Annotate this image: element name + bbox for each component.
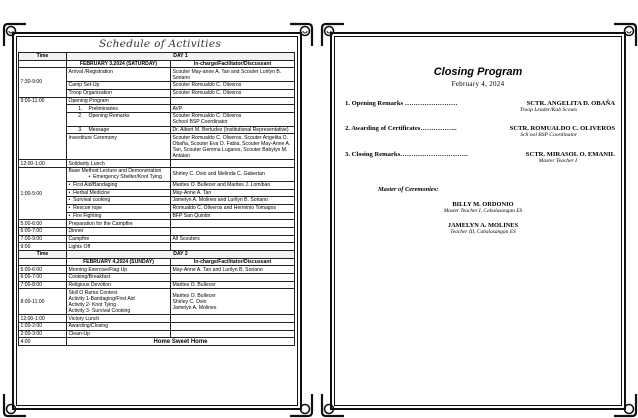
table-row <box>19 315 295 323</box>
table-row <box>19 220 295 228</box>
table-cell: Marites O. Bullecer and Marites J. Lomibao <box>171 181 295 189</box>
table-header-cell: Time <box>19 251 67 259</box>
table-cell: Morning Exercise/Flag Up <box>67 266 171 274</box>
table-cell <box>19 60 67 68</box>
program-item-role: Master Teacher I <box>538 158 577 164</box>
bullet-icon: • <box>68 197 74 204</box>
table-row <box>19 60 295 68</box>
decorative-border <box>330 32 626 410</box>
table-cell <box>67 204 171 212</box>
table-row <box>19 168 295 182</box>
table-cell: 5:00-6:00 <box>19 266 67 274</box>
activity-line: Activity 2- Knot Tying <box>68 301 116 308</box>
table-cell <box>67 181 171 189</box>
table-cell: Victory Lunch <box>67 315 171 323</box>
table-cell: 7:00-9:00 <box>19 235 67 243</box>
schedule-page <box>0 0 316 417</box>
closing-program-page <box>318 0 638 417</box>
table-cell: FEBRUARY 4,2024 (SUNDAY) <box>67 258 171 266</box>
table-cell <box>19 258 67 266</box>
corner-ornament-icon <box>612 392 638 418</box>
table-row <box>19 323 295 331</box>
table-cell: AVP <box>171 105 295 113</box>
person-role: School BSP Coordinator <box>172 119 228 126</box>
bullet-label: Survival cooking <box>73 197 111 204</box>
table-row <box>19 274 295 282</box>
program-item-speaker: SCTR. ANGELITA D. OBAÑA <box>526 100 615 107</box>
table-cell: Opening Program <box>67 97 171 105</box>
table-row <box>19 68 295 82</box>
table-cell: Scouter Romualdo C. Oliveros <box>171 89 295 97</box>
table-cell: 12:00-1:00 <box>19 315 67 323</box>
table-cell: May-Anne A. Tan and Lurilyn B. Soriano <box>171 266 295 274</box>
activity-line: Skill O Rama Contest <box>68 289 118 296</box>
table-cell: 9:00-11:00 <box>19 97 67 160</box>
table-cell <box>67 197 171 205</box>
table-cell <box>171 323 295 331</box>
table-cell <box>171 112 295 126</box>
table-cell <box>171 243 295 251</box>
bullet-icon: • <box>68 212 74 219</box>
master-of-ceremonies-label: Master of Ceremonies: <box>378 186 439 193</box>
table-cell: Jamelyn A. Molines and Lurilyn B. Soriano <box>171 197 295 205</box>
table-cell: Cooking/Breakfast <box>67 274 171 282</box>
corner-ornament-icon <box>2 22 28 48</box>
table-cell <box>67 126 171 134</box>
table-cell <box>171 330 295 338</box>
table-cell <box>171 227 295 235</box>
corner-ornament-icon <box>612 22 638 48</box>
table-cell <box>171 220 295 228</box>
item-label: Preliminaries <box>88 105 118 112</box>
table-row <box>19 160 295 168</box>
emcee-block <box>398 201 568 214</box>
table-cell: 4:00 <box>19 338 67 346</box>
table-cell: FEBRUARY 3,2024 (SATURDAY) <box>67 60 171 68</box>
table-cell <box>171 160 295 168</box>
emcee-block <box>398 222 568 235</box>
table-row <box>19 97 295 105</box>
table-cell: Arrival /Registration <box>67 68 171 82</box>
program-item <box>345 125 615 138</box>
emcee-name: BILLY M. ORDONIO <box>452 201 514 208</box>
table-cell: Romualdo C. Oliveros and Herminio Tomagos <box>171 204 295 212</box>
table-cell: Scouter Romualdo C. Oliveros, Scouter Angelita O. Obaña, Scouter Eva O. Fabia, Scouter May-Anne A. Tan, Scouter Gemma Lugares, Scouter Babylyn M. Antalan <box>171 134 295 160</box>
corner-ornament-icon <box>320 392 346 418</box>
table-cell: 2:00-3:00 <box>19 330 67 338</box>
table-row <box>19 235 295 243</box>
emcee-name: JAMELYN A. MOLINES <box>447 222 519 229</box>
table-row <box>19 289 295 315</box>
table-cell <box>67 168 171 182</box>
table-cell: Home Sweet Home <box>67 338 295 346</box>
bullet-icon: • <box>88 174 94 181</box>
table-cell: Scouter May-anne A. Tan and Scouter Lurilyn B. Soriano <box>171 68 295 82</box>
person-name: Scouter Romualdo C. Oliveros <box>172 113 242 120</box>
bullet-label: Emergency Shelter/Knot Tying <box>93 174 162 181</box>
table-header-cell: DAY 1 <box>67 53 295 61</box>
table-cell: 8:00-11:00 <box>19 289 67 315</box>
program-item <box>345 151 615 164</box>
table-cell <box>171 289 295 315</box>
table-cell: Awarding/Closing <box>67 323 171 331</box>
bullet-icon: • <box>68 182 74 189</box>
table-cell: 1:00-2:00 <box>19 323 67 331</box>
person-name: Shirley C. Osio <box>172 298 207 305</box>
item-number: 3. <box>78 126 83 133</box>
table-cell: Troop Organization <box>67 89 171 97</box>
program-item-role: Troop Leader/Kab Scouts <box>519 107 577 113</box>
schedule-table <box>18 52 295 346</box>
table-cell <box>67 105 171 113</box>
item-number: 1. <box>78 105 83 112</box>
table-cell: 6:00-7:00 <box>19 274 67 282</box>
table-header-row <box>19 53 295 61</box>
table-cell: Preparation for the Campfire <box>67 220 171 228</box>
table-cell <box>171 274 295 282</box>
table-row <box>19 266 295 274</box>
table-cell: Investiture Ceremony <box>67 134 171 160</box>
table-cell: 7:00-8:00 <box>19 281 67 289</box>
table-cell: Marites O. Bullecer <box>171 281 295 289</box>
table-cell: Lights Off <box>67 243 171 251</box>
table-cell: 6:00-7:00 <box>19 227 67 235</box>
table-cell: Camp Set-Up <box>67 82 171 90</box>
table-cell: 5:00-6:00 <box>19 220 67 228</box>
emcee-position: Teacher III, Cabalasangan ES <box>450 229 516 235</box>
table-cell: May-Anne A. Tan <box>171 189 295 197</box>
activity-line: Activity 3- Survival Cooking <box>68 308 131 315</box>
bullet-label: Herbal Medicine <box>73 189 110 196</box>
program-item-label: 2. Awarding of Certificates…………….. <box>345 125 457 132</box>
program-item-speaker: SCTR. MIRASOL O. EMANIL <box>525 151 615 158</box>
table-cell: Campfire <box>67 235 171 243</box>
bullet-label: First Aid/Bandaging <box>73 182 118 189</box>
person-name: Marites O. Bullecer <box>172 292 216 299</box>
table-cell <box>67 112 171 126</box>
table-cell <box>171 97 295 105</box>
program-item <box>345 100 615 113</box>
table-cell: 7:30-9:00 <box>19 68 67 97</box>
closing-program-title: Closing Program <box>433 66 523 78</box>
table-cell: Solidarity Lunch <box>67 160 171 168</box>
table-row <box>19 338 295 346</box>
corner-ornament-icon <box>320 22 346 48</box>
table-row <box>19 227 295 235</box>
person-name: Jamelyn A. Molines <box>172 304 217 311</box>
program-item-speaker: SCTR. ROMUALDO C. OLIVEROS <box>509 125 615 132</box>
item-label: Message <box>88 126 110 133</box>
bullet-item <box>69 174 169 180</box>
program-item-label: 3. Closing Remarks…………………………. <box>345 151 468 158</box>
program-item-label: 1. Opening Remarks …………………… <box>345 100 458 107</box>
table-cell: In-charge/Facilitator/Discussant <box>171 258 295 266</box>
schedule-title: Schedule of Activities <box>98 38 222 50</box>
corner-ornament-icon <box>288 392 314 418</box>
item-label: Opening Remarks <box>88 113 130 120</box>
program-date: February 4, 2024 <box>451 80 505 88</box>
table-header-cell: Time <box>19 53 67 61</box>
bullet-label: Fire Fighting <box>73 212 102 219</box>
corner-ornament-icon <box>288 22 314 48</box>
table-row <box>19 258 295 266</box>
table-cell <box>67 212 171 220</box>
table-cell: 9:00 <box>19 243 67 251</box>
bullet-icon: • <box>68 205 74 212</box>
table-cell: Religious Devotion <box>67 281 171 289</box>
table-cell: Dr. Albert M. Bertudez (Institutional Representative) <box>171 126 295 134</box>
table-cell: Scouter Romualdo C. Oliveros <box>171 82 295 90</box>
corner-ornament-icon <box>2 392 28 418</box>
table-header-cell: DAY 2 <box>67 251 295 259</box>
table-cell: Clean-Up <box>67 330 171 338</box>
emcee-position: Master Teacher I, Cabalasangan ES <box>443 208 523 214</box>
bullet-icon: • <box>68 189 74 196</box>
table-row <box>19 330 295 338</box>
activity-line: Activity 1-Bandaging/First Aid <box>68 295 135 302</box>
table-row <box>19 243 295 251</box>
item-number: 2. <box>78 113 83 120</box>
table-cell: Dinner <box>67 227 171 235</box>
table-cell: In-charge/Facilitator/Discussant <box>171 60 295 68</box>
table-cell: Shirley C. Osio and Melinda C. Gabertan <box>171 168 295 182</box>
table-cell: BFP San Quintin <box>171 212 295 220</box>
program-item-role: Sch ool BSP Coordinator <box>520 132 577 138</box>
table-header-row <box>19 251 295 259</box>
table-cell <box>67 289 171 315</box>
table-cell <box>67 189 171 197</box>
table-cell: 12:00-1:00 <box>19 160 67 168</box>
bullet-label: Rescue rope <box>73 205 103 212</box>
table-cell: 1:00-5:00 <box>19 168 67 220</box>
table-cell: All Scouters <box>171 235 295 243</box>
activity-label: Base Method Lecture and Demonstration <box>68 168 162 175</box>
table-row <box>19 281 295 289</box>
table-cell <box>171 315 295 323</box>
